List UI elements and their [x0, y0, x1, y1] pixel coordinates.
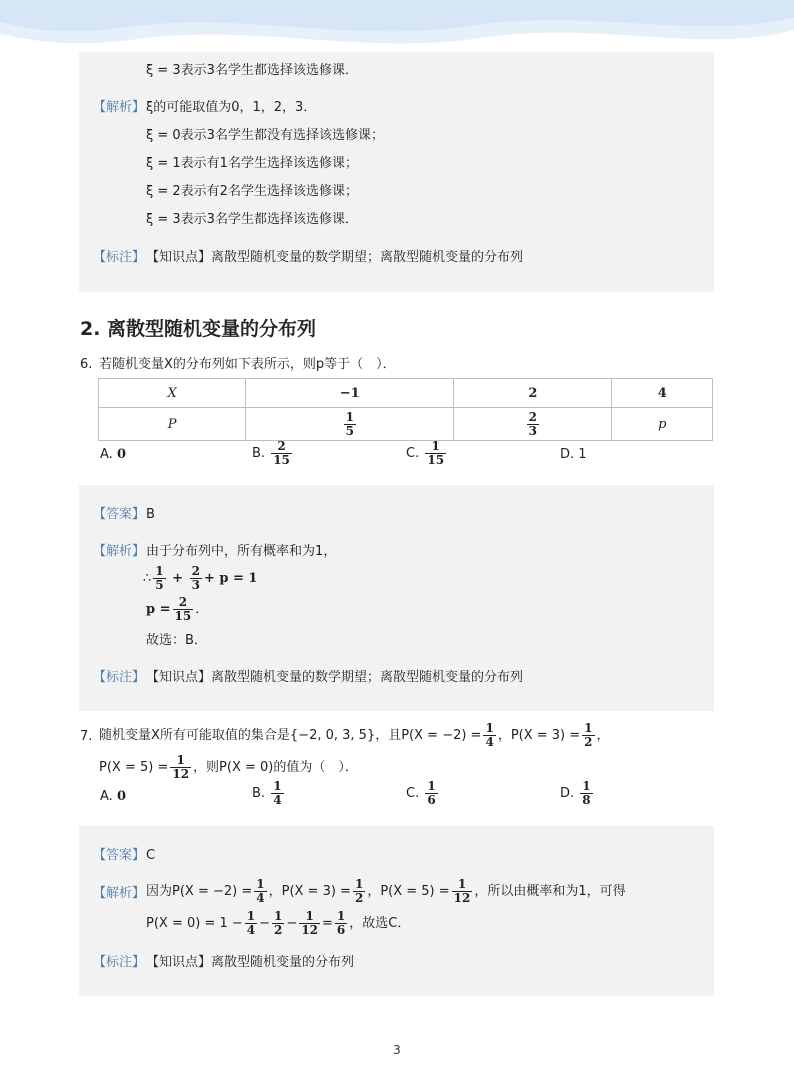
analysis-equation: ∴ $\frac{1}{5}$ + $\frac{2}{3}$ + p = 1 — [143, 564, 258, 592]
answer-tag: 【答案】 — [93, 507, 146, 522]
table-cell: P — [99, 408, 246, 441]
analysis-line: ξ = 2表示有2名学生选择该选修课； — [146, 184, 358, 199]
note-tag: 【标注】 — [93, 250, 146, 265]
page-number: 3 — [393, 1043, 401, 1057]
analysis-line: ξ = 0表示3名学生都没有选择该选修课； — [146, 128, 384, 143]
analysis-line: ξ = 3表示3名学生都选择该选修课． — [146, 212, 358, 227]
table-cell: p — [612, 408, 713, 441]
answer-tag: 【答案】 — [93, 848, 146, 863]
analysis-equation: p = $\frac{2}{15}$ ． — [146, 595, 209, 623]
option-a[interactable]: A. 0 — [100, 447, 126, 462]
analysis-tag: 【解析】 — [93, 544, 146, 559]
analysis-line: 故选：B． — [146, 633, 207, 648]
table-cell: 4 — [612, 379, 713, 408]
table-cell — [454, 408, 612, 441]
table-cell: −1 — [246, 379, 454, 408]
note-tag: 【标注】 — [93, 955, 146, 970]
distribution-table — [98, 378, 713, 441]
table-cell — [246, 408, 454, 441]
section-heading: 2. 离散型随机变量的分布列 — [80, 318, 317, 340]
analysis-line: 由于分布列中，所有概率和为1， — [146, 544, 337, 559]
question-number: 6. — [80, 357, 93, 372]
option-c[interactable]: C. $\frac{1}{6}$ — [406, 779, 436, 807]
note-tag: 【标注】 — [93, 670, 146, 685]
question-stem: 随机变量X所有可能取值的集合是{−2, 0, 3, 5}，且P(X = −2) = $\frac{1}{4}$ ，P(X = 3) = $\frac{1}{2}$ ， — [99, 721, 610, 749]
option-a[interactable]: A. 0 — [100, 789, 126, 804]
table-row — [99, 379, 713, 408]
option-c[interactable]: C. $\frac{1}{15}$ — [406, 439, 445, 467]
note-text: 【知识点】离散型随机变量的数学期望；离散型随机变量的分布列 — [146, 250, 524, 265]
question-stem: 若随机变量X的分布列如下表所示，则p等于（ ）． — [99, 357, 396, 372]
option-d[interactable]: D. $\frac{1}{8}$ — [560, 779, 591, 807]
analysis-equation: P(X = 0) = 1 − $\frac{1}{4}$ − $\frac{1}{2}$ − $\frac{1}{12}$ = $\frac{1}{6}$ ，故选C． — [146, 909, 411, 937]
prev-answer-line: ξ = 3表示3名学生都选择该选修课． — [146, 63, 358, 78]
question-stem: P(X = 5) = $\frac{1}{12}$ ，则P(X = 0)的值为（ ）． — [99, 753, 358, 781]
option-b[interactable]: B. $\frac{2}{15}$ — [252, 439, 290, 467]
note-text: 【知识点】离散型随机变量的分布列 — [146, 955, 355, 970]
analysis-tag: 【解析】 — [93, 100, 146, 115]
analysis-equation: 因为P(X = −2) = $\frac{1}{4}$ ，P(X = 3) = $\frac{1}{2}$ ，P(X = 5) = $\frac{1}{12}$ ，所以由概率和为1，可得 — [146, 877, 626, 905]
table-row — [99, 408, 713, 441]
analysis-tag: 【解析】 — [93, 886, 146, 901]
note-text: 【知识点】离散型随机变量的数学期望；离散型随机变量的分布列 — [146, 670, 524, 685]
analysis-line: ξ的可能取值为0，1，2，3． — [146, 100, 317, 115]
option-d[interactable]: D. 1 — [560, 447, 587, 462]
answer-value: C — [146, 848, 156, 863]
table-cell: X — [99, 379, 246, 408]
option-b[interactable]: B. $\frac{1}{4}$ — [252, 779, 282, 807]
fraction: $\frac{1}{5}$ — [345, 409, 354, 438]
answer-value: B — [146, 507, 155, 522]
table-cell: 2 — [454, 379, 612, 408]
header-wave-decoration — [0, 0, 794, 60]
fraction: $\frac{2}{3}$ — [528, 409, 538, 438]
question-number: 7. — [80, 729, 93, 744]
analysis-line: ξ = 1表示有1名学生选择该选修课； — [146, 156, 358, 171]
